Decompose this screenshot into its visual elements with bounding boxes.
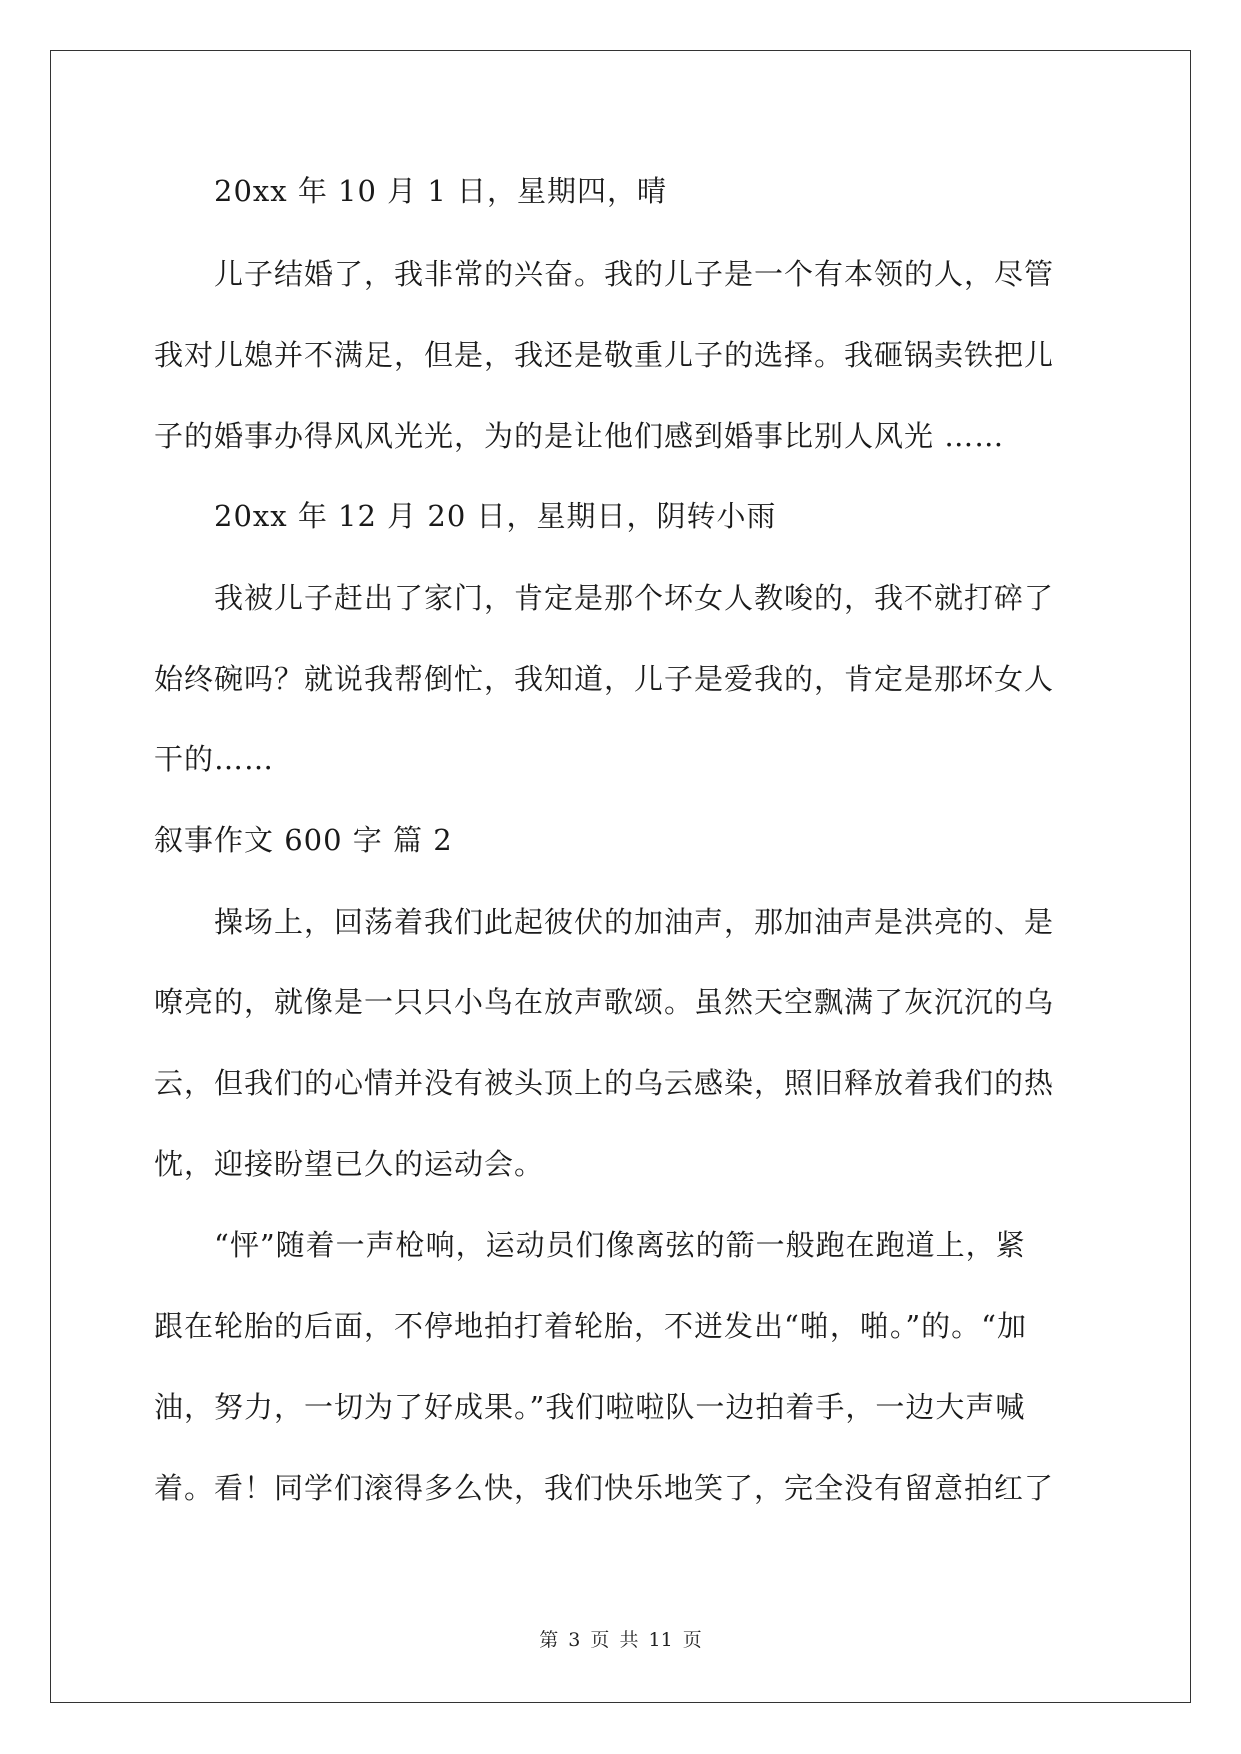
paragraph-line: 跟在轮胎的后面，不停地拍打着轮胎，不迸发出“啪，啪。”的。“加	[154, 1309, 1027, 1343]
paragraph-line: 忱，迎接盼望已久的运动会。	[154, 1147, 545, 1181]
section-heading: 叙事作文 600 字 篇 2	[154, 823, 453, 857]
paragraph-line: 操场上，回荡着我们此起彼伏的加油声，那加油声是洪亮的、是	[214, 905, 1055, 939]
paragraph-line: 干的……	[154, 742, 275, 776]
page-border	[50, 50, 1191, 1703]
paragraph-line: 儿子结婚了，我非常的兴奋。我的儿子是一个有本领的人，尽管	[214, 257, 1055, 291]
paragraph-line: 着。看！同学们滚得多么快，我们快乐地笑了，完全没有留意拍红了	[154, 1471, 1055, 1505]
page-number-footer: 第 3 页 共 11 页	[539, 1629, 702, 1651]
paragraph-line: “怦”随着一声枪响，运动员们像离弦的箭一般跑在跑道上，紧	[214, 1228, 1026, 1262]
paragraph-line: 我被儿子赶出了家门，肯定是那个坏女人教唆的，我不就打碎了	[214, 581, 1055, 615]
diary-date-2: 20xx 年 12 月 20 日，星期日，阴转小雨	[214, 499, 777, 533]
paragraph-line: 油，努力，一切为了好成果。”我们啦啦队一边拍着手，一边大声喊	[154, 1390, 1026, 1424]
paragraph-line: 始终碗吗？就说我帮倒忙，我知道，儿子是爱我的，肯定是那坏女人	[154, 662, 1055, 696]
paragraph-line: 云，但我们的心情并没有被头顶上的乌云感染，照旧释放着我们的热	[154, 1066, 1055, 1100]
paragraph-line: 我对儿媳并不满足，但是，我还是敬重儿子的选择。我砸锅卖铁把儿	[154, 338, 1055, 372]
paragraph-line: 嘹亮的，就像是一只只小鸟在放声歌颂。虽然天空飘满了灰沉沉的乌	[154, 985, 1055, 1019]
paragraph-line: 子的婚事办得风风光光，为的是让他们感到婚事比别人风光 ……	[154, 419, 1005, 453]
diary-date-1: 20xx 年 10 月 1 日，星期四，晴	[214, 174, 668, 208]
